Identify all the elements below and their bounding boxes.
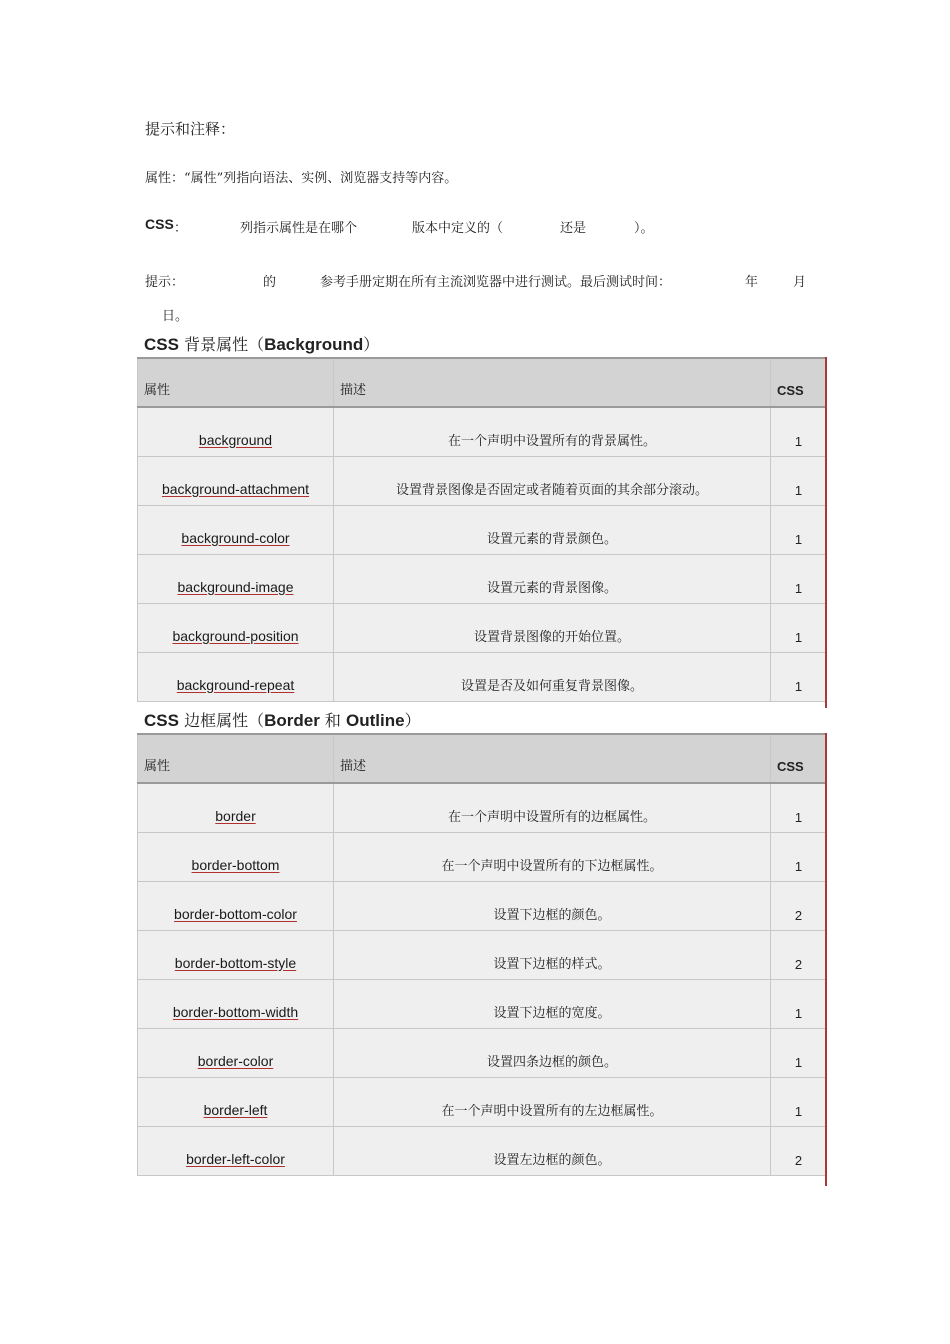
css-version: 2 <box>771 1126 827 1175</box>
background-section-title: CSS 背景属性（Background） <box>144 335 380 354</box>
table-row <box>138 881 827 930</box>
property-description: 在一个声明中设置所有的背景属性。 <box>334 407 771 456</box>
notes-title: 提示和注释： <box>145 120 236 138</box>
property-name-cell <box>138 407 334 456</box>
property-name-cell <box>138 1126 334 1175</box>
tip-day: 日。 <box>162 309 189 324</box>
tip-year: 年 <box>745 275 759 290</box>
table-row <box>138 832 827 881</box>
property-description: 在一个声明中设置所有的左边框属性。 <box>334 1077 771 1126</box>
css-version: 1 <box>771 832 827 881</box>
table-row <box>138 407 827 456</box>
tip-month: 月 <box>793 275 807 290</box>
css-version: 2 <box>771 881 827 930</box>
css-version: 1 <box>771 979 827 1028</box>
css-version: 1 <box>771 1028 827 1077</box>
tip-part1: 的 <box>263 275 277 290</box>
table-row <box>138 783 827 832</box>
table-row <box>138 1028 827 1077</box>
css-version: 1 <box>771 652 827 701</box>
css-version: 1 <box>771 783 827 832</box>
css-note-part3: 还是 <box>560 221 587 236</box>
table-row <box>138 505 827 554</box>
property-link[interactable]: border-bottom-width <box>172 1003 299 1020</box>
property-name-cell <box>138 881 334 930</box>
property-name-cell <box>138 554 334 603</box>
css-version: 1 <box>771 505 827 554</box>
border-section-title: CSS 边框属性（Border 和 Outline） <box>144 711 421 730</box>
header-property: 属性 <box>138 358 334 407</box>
table-row <box>138 603 827 652</box>
border-properties-table <box>137 733 827 1176</box>
property-link[interactable]: background-image <box>177 578 294 595</box>
header-property: 属性 <box>138 734 334 783</box>
property-link[interactable]: background-position <box>172 627 299 644</box>
css-note-part1: 列指示属性是在哪个 <box>240 221 358 236</box>
tip-label: 提示： <box>145 275 185 290</box>
css-note-part2: 版本中定义的（ <box>412 221 504 236</box>
property-name-cell <box>138 505 334 554</box>
margin-line <box>825 733 827 1186</box>
property-description: 在一个声明中设置所有的下边框属性。 <box>334 832 771 881</box>
property-description: 设置左边框的颜色。 <box>334 1126 771 1175</box>
property-description: 设置下边框的样式。 <box>334 930 771 979</box>
background-properties-table <box>137 357 827 702</box>
css-version: 1 <box>771 603 827 652</box>
property-name-cell <box>138 783 334 832</box>
property-name-cell <box>138 652 334 701</box>
header-css-version: CSS <box>771 358 827 407</box>
property-link[interactable]: background-attachment <box>161 480 310 497</box>
property-name-cell <box>138 979 334 1028</box>
table-header-row <box>138 358 827 407</box>
property-link[interactable]: border-bottom-color <box>174 905 297 922</box>
table-row <box>138 554 827 603</box>
property-description: 设置是否及如何重复背景图像。 <box>334 652 771 701</box>
css-version: 1 <box>771 1077 827 1126</box>
property-link[interactable]: background <box>198 431 273 448</box>
property-name-cell <box>138 832 334 881</box>
property-link[interactable]: border-color <box>197 1052 274 1069</box>
table-row <box>138 456 827 505</box>
tip-part2: 参考手册定期在所有主流浏览器中进行测试。最后测试时间： <box>320 275 672 290</box>
property-link[interactable]: border-left <box>203 1101 268 1118</box>
property-description: 设置元素的背景图像。 <box>334 554 771 603</box>
header-description: 描述 <box>334 734 771 783</box>
table-header-row <box>138 734 827 783</box>
table-row <box>138 979 827 1028</box>
property-link[interactable]: background-repeat <box>176 676 295 693</box>
property-name-cell <box>138 456 334 505</box>
property-link[interactable]: background-color <box>181 529 290 546</box>
property-name-cell <box>138 930 334 979</box>
property-description: 设置背景图像是否固定或者随着页面的其余部分滚动。 <box>334 456 771 505</box>
table-row <box>138 1077 827 1126</box>
table-row <box>138 930 827 979</box>
css-note-colon: ： <box>174 221 188 236</box>
property-name-cell <box>138 1077 334 1126</box>
property-description: 设置背景图像的开始位置。 <box>334 603 771 652</box>
property-description: 在一个声明中设置所有的边框属性。 <box>334 783 771 832</box>
margin-line <box>825 357 827 708</box>
property-description: 设置下边框的宽度。 <box>334 979 771 1028</box>
css-version: 1 <box>771 554 827 603</box>
css-note-part4: ）。 <box>634 221 654 236</box>
property-link[interactable]: border <box>215 807 256 824</box>
property-description: 设置元素的背景颜色。 <box>334 505 771 554</box>
table-row <box>138 652 827 701</box>
property-link[interactable]: border-bottom <box>191 856 280 873</box>
property-description: 设置四条边框的颜色。 <box>334 1028 771 1077</box>
css-label: CSS <box>145 216 174 232</box>
attr-note: 属性：“属性”列指向语法、实例、浏览器支持等内容。 <box>145 171 458 186</box>
header-css-version: CSS <box>771 734 827 783</box>
header-description: 描述 <box>334 358 771 407</box>
property-link[interactable]: border-left-color <box>186 1150 285 1167</box>
table-row <box>138 1126 827 1175</box>
property-link[interactable]: border-bottom-style <box>174 954 297 971</box>
css-version: 1 <box>771 407 827 456</box>
css-version: 1 <box>771 456 827 505</box>
css-version: 2 <box>771 930 827 979</box>
property-name-cell <box>138 603 334 652</box>
property-name-cell <box>138 1028 334 1077</box>
property-description: 设置下边框的颜色。 <box>334 881 771 930</box>
